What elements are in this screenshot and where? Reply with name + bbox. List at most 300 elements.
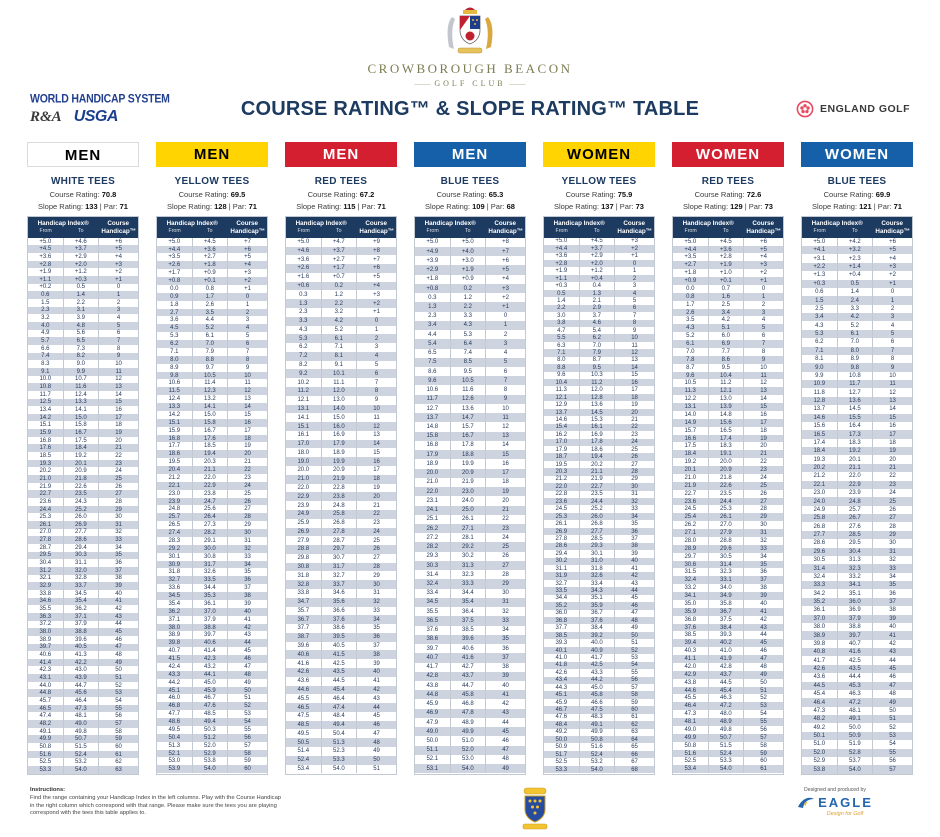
table-row [673,301,783,309]
from-cell: 30.1 [157,553,193,561]
from-cell: 48.4 [544,721,580,728]
from-cell: 49.5 [286,729,322,738]
to-cell: 17.6 [193,435,229,443]
from-cell: 25.4 [673,513,709,521]
to-cell: 8.6 [709,356,745,364]
table-row [415,395,525,404]
course-handicap-cell: 12 [631,350,638,356]
course-handicap-cell: 30 [373,581,380,588]
table-row [157,687,267,695]
to-cell: 40.6 [193,639,229,647]
from-cell: 14.2 [157,411,193,419]
course-handicap-cell: 49 [889,699,896,706]
table-row [28,245,138,253]
grid-header [286,217,396,238]
course-handicap-cell: 54 [760,711,767,718]
from-cell: 13.7 [802,405,838,413]
course-handicap-cell: 34 [760,553,767,560]
from-cell: 27.4 [157,529,193,537]
course-handicap-cell: 25 [760,482,767,489]
course-handicap-cell: 47 [889,682,896,689]
to-cell: 40.0 [580,639,616,646]
to-cell: 51.2 [193,734,229,742]
from-cell: 14.0 [673,411,709,419]
from-cell: 0.0 [673,285,709,293]
table-row [28,544,138,552]
course-handicap-cell: 45 [631,595,638,602]
from-cell: +5.0 [802,238,838,246]
england-golf-label: ENGLAND GOLF [820,103,910,115]
course-handicap-cell: 12 [760,380,767,387]
from-cell: 28.0 [673,537,709,545]
course-handicap-cell: 39 [889,615,896,622]
to-cell: 21.8 [64,475,100,483]
to-cell: 54.0 [193,765,229,773]
from-cell: 14.8 [415,422,451,431]
table-row [286,633,396,642]
to-cell: 4.3 [451,321,487,330]
course-handicap-cell: 22 [889,473,896,480]
course-handicap-cell: 4 [890,322,895,329]
course-handicap-cell: 32 [244,545,251,552]
course-handicap-cell: 31 [373,590,380,597]
to-cell: 54.0 [838,765,874,773]
tee-name: YELLOW TEES [174,176,250,187]
course-handicap-cell: 4 [761,317,766,324]
table-row [157,742,267,750]
table-row [673,285,783,293]
table-row [544,684,654,691]
table-row [286,334,396,343]
from-cell: 7.1 [157,348,193,356]
to-cell: +3.7 [580,245,616,252]
to-cell: 47.5 [580,706,616,713]
table-row [28,291,138,299]
course-handicap-cell: 15 [760,404,767,411]
course-handicap-cell: 12 [244,388,251,395]
to-cell: 1.4 [64,291,100,299]
from-cell: 39.8 [802,640,838,648]
to-cell: 8.1 [322,352,358,361]
table-row [415,339,525,348]
from-cell: 24.5 [544,505,580,512]
course-handicap-cell: 20 [502,497,509,504]
tee-table [801,142,913,775]
course-handicap-cell: 30 [502,590,509,597]
table-row [157,561,267,569]
to-cell: 26.8 [580,520,616,527]
to-cell: 11.7 [838,380,874,388]
from-cell: 3.4 [802,313,838,321]
to-cell: 30.2 [451,552,487,561]
table-row [415,616,525,625]
from-cell: 7.5 [415,358,451,367]
course-handicap-cell: +3 [115,261,122,268]
course-handicap-cell: 59 [631,699,638,706]
from-cell: 16.2 [544,431,580,438]
handicap-index-header [286,217,356,238]
tee-table [27,142,139,775]
course-handicap-cell: 50 [889,707,896,714]
table-row [157,584,267,592]
to-cell: 48.4 [322,712,358,721]
course-handicap-cell: +2 [115,269,122,276]
table-row [157,395,267,403]
from-cell: 14.1 [286,413,322,422]
to-cell: 28.5 [580,535,616,542]
table-row [673,395,783,403]
to-cell: +1.9 [709,261,745,269]
course-handicap-cell: 59 [244,758,251,765]
gender-banner: MEN [156,142,268,167]
table-row [28,666,138,674]
from-cell: 48.1 [673,718,709,726]
table-row [544,312,654,319]
table-row [28,421,138,429]
from-cell: +0.8 [415,284,451,293]
to-cell: 43.2 [193,663,229,671]
to-cell: 10.8 [838,372,874,380]
to-cell: 2.2 [451,302,487,311]
from-cell: 51.1 [415,746,451,755]
from-cell: 41.5 [157,655,193,663]
from-cell: 44.0 [28,682,64,690]
table-row [157,403,267,411]
table-row [544,431,654,438]
course-handicap-cell: 26 [760,490,767,497]
from-cell: 38.5 [544,632,580,639]
from-cell: 8.6 [415,367,451,376]
course-handicap-cell: 38 [115,575,122,582]
gender-banner: MEN [414,142,526,167]
to-cell: 2.4 [838,296,874,304]
to-cell: 32.3 [451,570,487,579]
table-row [673,694,783,702]
from-cell: 16.8 [415,441,451,450]
tee-name: YELLOW TEES [561,176,637,187]
from-cell: 3.6 [157,316,193,324]
table-row [544,461,654,468]
from-cell: 12.4 [157,395,193,403]
table-row [673,687,783,695]
to-cell: 36.9 [838,606,874,614]
from-cell: 6.2 [802,338,838,346]
course-handicap-cell: +1 [760,278,767,285]
to-cell: 18.9 [322,448,358,457]
to-cell: 51.0 [451,736,487,745]
from-cell: 27.0 [28,529,64,537]
from-cell: 22.8 [544,491,580,498]
from-cell: 31.9 [544,572,580,579]
from-cell: 25.3 [544,513,580,520]
to-cell: 6.9 [709,340,745,348]
to-cell: 1.7 [193,293,229,301]
to-cell: 33.1 [709,576,745,584]
course-handicap-cell: 2 [116,299,121,306]
from-cell: 16.8 [157,435,193,443]
course-handicap-cell: 50 [631,632,638,639]
course-handicap-cell: 36 [889,590,896,597]
course-handicap-cell: 27 [115,491,122,498]
to-cell: 0.5 [64,284,100,292]
course-handicap-cell: 37 [502,654,509,661]
table-row [28,429,138,437]
table-row [28,360,138,368]
to-cell: 23.0 [451,487,487,496]
to-cell: +3.7 [322,247,358,256]
handicap-index-header [544,217,614,238]
course-handicap-cell: 0 [116,284,121,291]
to-cell: 49.8 [709,726,745,734]
course-handicap-cell: +1 [244,285,251,292]
table-row [286,317,396,326]
to-cell: 41.7 [580,654,616,661]
to-cell: 36.2 [64,605,100,613]
from-cell: 50.0 [544,736,580,743]
to-cell: 27.3 [193,521,229,529]
to-cell: 7.0 [580,342,616,349]
grid-body [286,238,396,774]
table-row [802,615,912,623]
course-handicap-cell: 25 [373,537,380,544]
from-cell: 30.8 [286,563,322,572]
table-row [28,651,138,659]
from-cell: 26.9 [544,528,580,535]
course-handicap-cell: 13 [760,388,767,395]
table-row [673,466,783,474]
course-handicap-cell: 51 [244,695,251,702]
table-row [544,558,654,565]
to-cell: 23.5 [64,490,100,498]
course-handicap-cell: 32 [115,529,122,536]
table-row [415,293,525,302]
course-handicap-cell: 50 [760,679,767,686]
from-cell: 48.2 [28,720,64,728]
table-row [286,624,396,633]
table-row [286,369,396,378]
table-row [28,253,138,261]
table-row [28,268,138,276]
course-handicap-header: Course Handicap™ [746,220,782,235]
from-cell: 21.2 [544,476,580,483]
to-cell: 15.3 [580,416,616,423]
table-row [157,624,267,632]
from-cell: 2.7 [157,309,193,317]
table-row [802,355,912,363]
from-cell: 16.5 [802,430,838,438]
course-handicap-cell: +4 [373,283,380,290]
to-cell: 39.2 [580,632,616,639]
to-cell: 33.5 [193,576,229,584]
to-cell: 42.7 [451,663,487,672]
from-cell: 8.8 [544,364,580,371]
from-cell: 12.8 [802,397,838,405]
table-row [157,498,267,506]
to-cell: 11.2 [580,379,616,386]
to-cell: +0.3 [64,276,100,284]
from-cell: +1.8 [415,275,451,284]
table-row [415,598,525,607]
from-cell: 18.7 [544,453,580,460]
to-cell: 5.2 [193,324,229,332]
from-cell: 35.5 [415,607,451,616]
from-cell: 35.5 [28,605,64,613]
course-handicap-cell: 21 [244,459,251,466]
to-cell: 20.3 [193,458,229,466]
to-cell: 17.8 [580,439,616,446]
course-handicap-cell: 2 [890,305,895,312]
table-row [415,570,525,579]
to-cell: 32.3 [838,564,874,572]
from-cell: 0.3 [286,290,322,299]
table-row [157,679,267,687]
course-handicap-cell: 39 [115,583,122,590]
table-row [157,631,267,639]
to-cell: +2.9 [580,253,616,260]
course-handicap-cell: 31 [115,521,122,528]
table-row [157,592,267,600]
from-cell: 50.0 [415,736,451,745]
from-cell: +1.1 [544,275,580,282]
course-handicap-cell: 38 [244,593,251,600]
from-cell: 45.7 [28,697,64,705]
from-cell: 27.2 [415,533,451,542]
from-cell: 5.3 [286,334,322,343]
table-row [673,576,783,584]
to-cell: 46.8 [451,699,487,708]
table-row [415,459,525,468]
from-cell: 10.2 [286,378,322,387]
from-cell: 23.0 [157,490,193,498]
to-cell: 37.5 [451,616,487,625]
slope-rating-line: Slope Rating: 121 | Par: 71 [812,202,902,211]
from-cell: +5.0 [544,238,580,245]
to-cell: 39.7 [838,631,874,639]
table-row [415,589,525,598]
to-cell: 35.4 [451,598,487,607]
to-cell: 50.3 [193,726,229,734]
table-row [28,529,138,537]
table-row [544,364,654,371]
from-cell: 26.8 [802,522,838,530]
england-golf-rose-icon [796,100,814,118]
table-row [157,734,267,742]
to-cell: 44.7 [64,682,100,690]
from-cell: 27.9 [286,536,322,545]
from-cell: 3.4 [415,321,451,330]
table-row [28,613,138,621]
course-rating-line: Course Rating: 69.9 [823,190,891,199]
from-cell: 35.2 [802,598,838,606]
from-cell: 4.7 [544,327,580,334]
course-handicap-cell: 19 [244,443,251,450]
to-cell: 46.3 [838,690,874,698]
course-handicap-cell: 53 [631,654,638,661]
table-row [802,280,912,288]
to-cell: 15.5 [838,414,874,422]
course-handicap-cell: +3 [502,285,509,292]
table-row [28,513,138,521]
from-cell: 49.5 [157,726,193,734]
table-row [544,245,654,252]
course-handicap-cell: 3 [890,314,895,321]
to-cell: 14.1 [193,403,229,411]
table-row [802,455,912,463]
tee-name: RED TEES [314,176,368,187]
table-row [673,624,783,632]
to-cell: 48.9 [709,718,745,726]
to-cell: 12.1 [709,387,745,395]
from-cell: 2.5 [802,305,838,313]
to-cell: 34.5 [64,590,100,598]
course-handicap-cell: +2 [502,294,509,301]
course-handicap-cell: 9 [890,364,895,371]
tee-name: RED TEES [701,176,755,187]
table-row [544,721,654,728]
to-cell: 13.6 [451,404,487,413]
course-handicap-cell: +1 [373,309,380,316]
table-row [544,602,654,609]
from-cell: 29.8 [286,554,322,563]
from-cell: 14.6 [544,416,580,423]
table-row [544,639,654,646]
to-cell: +2.0 [64,261,100,269]
table-row [28,475,138,483]
to-cell: 27.7 [580,528,616,535]
grid-body [802,238,912,774]
course-handicap-cell: 41 [244,616,251,623]
table-row [28,284,138,292]
from-cell: 43.8 [673,679,709,687]
table-row [673,513,783,521]
course-handicap-cell: 30 [760,522,767,529]
table-row [157,427,267,435]
from-cell: +4.4 [157,246,193,254]
course-handicap-cell: 54 [244,719,251,726]
course-handicap-cell: 37 [373,643,380,650]
from-cell: 39.6 [286,642,322,651]
course-handicap-cell: 45 [373,713,380,720]
to-cell: 1.6 [709,293,745,301]
from-cell: 41.1 [673,655,709,663]
table-row [415,533,525,542]
course-handicap-cell: 58 [244,750,251,757]
from-cell: 9.6 [673,372,709,380]
table-row [673,600,783,608]
table-row [286,563,396,572]
table-row [28,437,138,445]
to-cell: 32.7 [322,571,358,580]
from-cell: 1.4 [544,297,580,304]
from-cell: 31.4 [415,570,451,579]
to-cell: 3.2 [322,308,358,317]
table-row [802,749,912,757]
table-row [673,553,783,561]
course-handicap-cell: 6 [374,370,379,377]
from-cell: 44.8 [415,690,451,699]
to-cell: 21.9 [580,476,616,483]
to-cell: 4.8 [64,322,100,330]
course-handicap-cell: 18 [373,476,380,483]
table-row [28,330,138,338]
to-cell: +1.2 [64,268,100,276]
to-cell: 26.8 [322,519,358,528]
table-row [802,573,912,581]
course-handicap-cell: 9 [503,396,508,403]
table-row [673,277,783,285]
from-cell: 44.2 [157,679,193,687]
from-cell: +2.2 [802,263,838,271]
